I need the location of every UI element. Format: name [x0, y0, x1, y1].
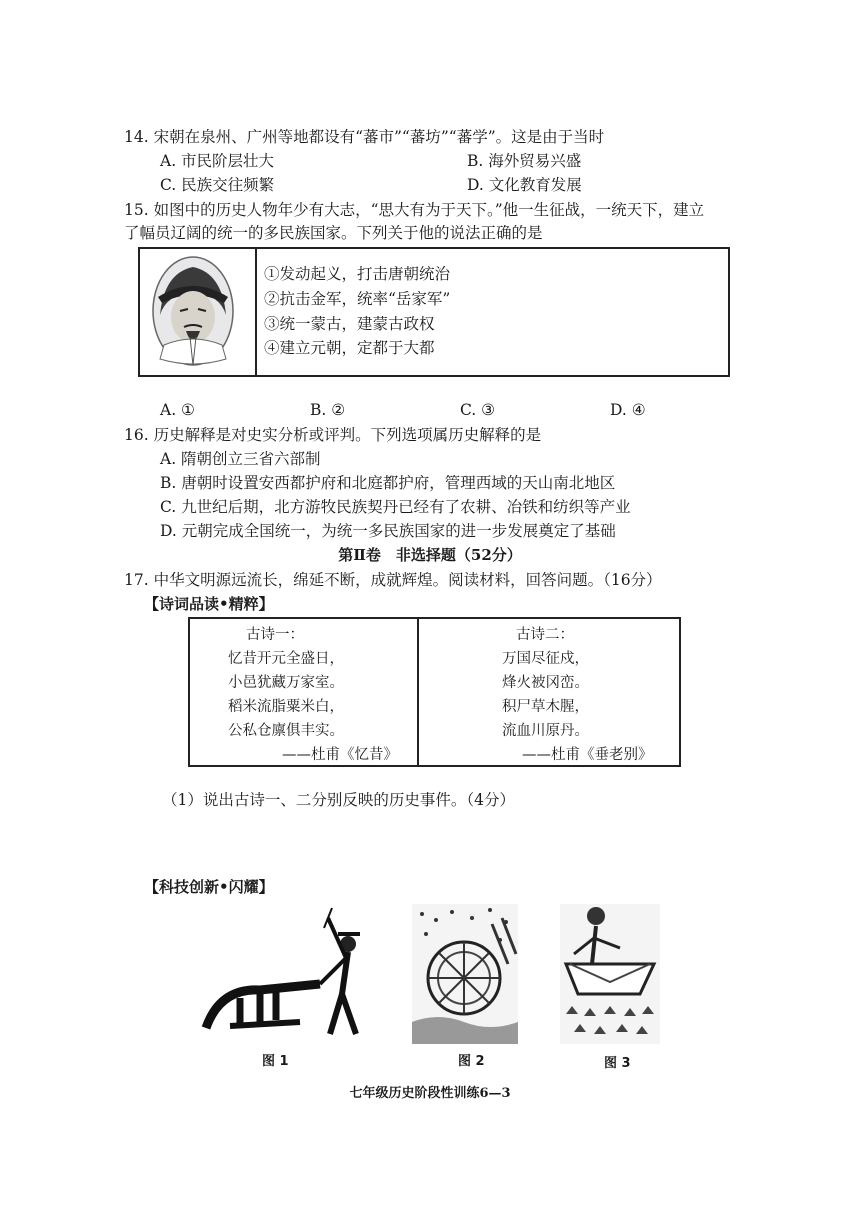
q17-stem: 17. 中华文明源远流长，绵延不断，成就辉煌。阅读材料，回答问题。（16分）: [124, 571, 662, 589]
q15-stem-line2: 了幅员辽阔的统一的多民族国家。下列关于他的说法正确的是: [124, 224, 543, 242]
poem-1-source: ——杜甫《忆昔》: [282, 747, 398, 763]
poem-2: [502, 623, 677, 767]
figure-3-papermaking-image: [560, 904, 660, 1044]
q15-statement-1: ①发动起义，打击唐朝统治: [264, 265, 451, 283]
poem-table-divider: [417, 619, 419, 765]
q16-option-c: C. 九世纪后期，北方游牧民族契丹已经有了农耕、冶铁和纺织等产业: [160, 498, 631, 516]
poem-2-line: 烽火被冈峦。: [502, 675, 589, 691]
q15-option-b: B. ②: [310, 401, 346, 419]
poem-1: [228, 623, 408, 767]
q15-option-c: C. ③: [460, 401, 496, 419]
q15-box-divider: [255, 249, 257, 375]
q15-statement-2: ②抗击金军，统率“岳家军”: [264, 290, 451, 308]
q16-option-b: B. 唐朝时设置安西都护府和北庭都护府，管理西域的天山南北地区: [160, 474, 616, 492]
q15-statement-3: ③统一蒙古，建蒙古政权: [264, 315, 435, 333]
tech-section-heading: 【科技创新•闪耀】: [144, 878, 274, 896]
q17-subquestion-1: （1）说出古诗一、二分别反映的历史事件。（4分）: [162, 791, 515, 809]
poem-1-line: 公私仓廪俱丰实。: [228, 723, 344, 739]
q14-stem: 14. 宋朝在泉州、广州等地都设有“蕃市”“蕃坊”“蕃学”。这是由于当时: [124, 128, 605, 146]
poem-2-source: ——杜甫《垂老别》: [522, 747, 653, 763]
section-2-heading: 第Ⅱ卷 非选择题（52分）: [338, 546, 522, 564]
q14-option-a: A. 市民阶层壮大: [160, 152, 275, 170]
figure-2-water-wheel-image: [412, 904, 518, 1044]
poem-2-line: 万国尽征戍，: [502, 651, 589, 667]
q14-option-d: D. 文化教育发展: [467, 176, 582, 194]
poem-1-line: 小邑犹藏万家室。: [228, 675, 344, 691]
figure-3-caption: 图 3: [604, 1056, 631, 1071]
figure-1-plough-image: [200, 898, 380, 1048]
q16-option-d: D. 元朝完成全国统一，为统一多民族国家的进一步发展奠定了基础: [160, 522, 616, 540]
page-footer: 七年级历史阶段性训练6—3: [349, 1086, 511, 1101]
q15-material-box: [138, 247, 730, 377]
poem-1-title: 古诗一：: [246, 627, 304, 643]
q16-stem: 16. 历史解释是对史实分析或评判。下列选项属历史解释的是: [124, 426, 542, 444]
poem-2-line: 积尸草木腥，: [502, 699, 589, 715]
poem-1-line: 稻米流脂粟米白，: [228, 699, 344, 715]
q14-option-b: B. 海外贸易兴盛: [467, 152, 582, 170]
poem-table: [188, 617, 681, 767]
q16-option-a: A. 隋朝创立三省六部制: [160, 450, 321, 468]
q15-stem-line1: 15. 如图中的历史人物年少有大志，“思大有为于天下。”他一生征战，一统天下，建立: [124, 201, 705, 219]
figure-1-caption: 图 1: [262, 1054, 289, 1069]
poem-2-line: 流血川原丹。: [502, 723, 589, 739]
poem-2-title: 古诗二：: [516, 627, 574, 643]
q15-option-a: A. ①: [160, 401, 195, 419]
historical-figure-portrait: [150, 255, 236, 367]
q15-statement-4: ④建立元朝，定都于大都: [264, 339, 435, 357]
q14-option-c: C. 民族交往频繁: [160, 176, 275, 194]
poetry-section-heading: 【诗词品读•精粹】: [144, 595, 274, 613]
poem-1-line: 忆昔开元全盛日，: [228, 651, 344, 667]
q15-option-d: D. ④: [610, 401, 646, 419]
figure-2-caption: 图 2: [458, 1054, 485, 1069]
